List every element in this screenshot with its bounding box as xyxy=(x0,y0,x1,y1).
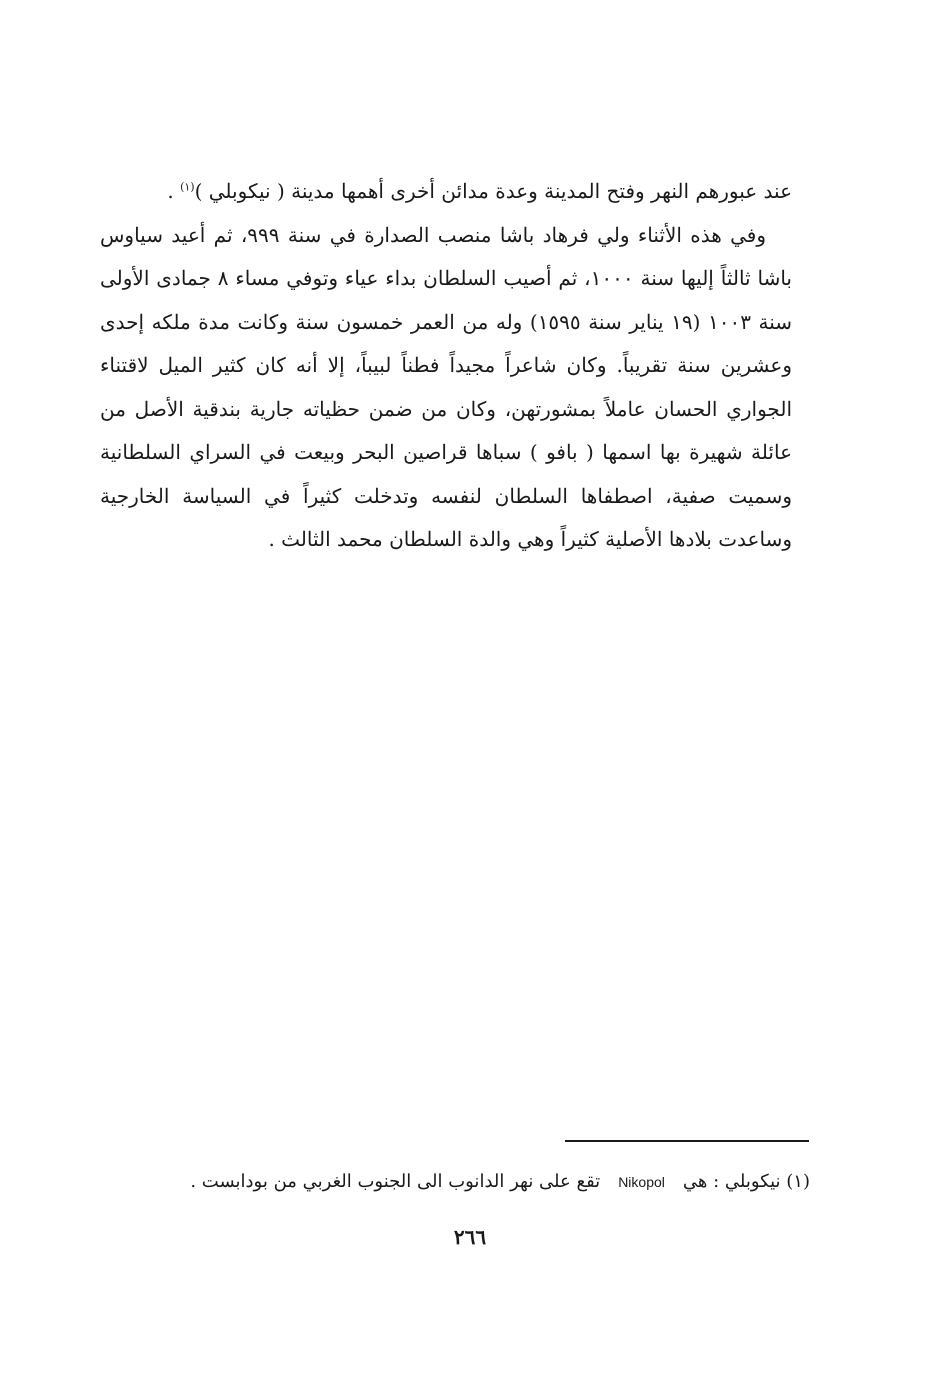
footnote xyxy=(140,1167,810,1197)
footnote-suffix: تقع على نهر الدانوب الى الجنوب الغربي من بودابست . xyxy=(190,1171,601,1192)
page-number: ٢٦٦ xyxy=(453,1225,487,1249)
paragraph-1-end: . xyxy=(167,179,181,203)
paragraph-2: وفي هذه الأثناء ولي فرهاد باشا منصب الصدارة في سنة ٩٩٩، ثم أعيد سياوس باشا ثالثاً إليها سنة ١٠٠٠، ثم أصيب السلطان بداء عياء وتوفي مساء ٨ جمادى الأولى سنة ١٠٠٣ (١٩ يناير سنة ١٥٩٥) وله من العمر خمسون سنة وكانت مدة ملكه إحدى وعشرين سنة تقريباً. وكان شاعراً مجيداً فطناً لبيباً، إلا أنه كان كثير الميل لاقتناء الجواري الحسان عاملاً بمشورتهن، وكان من ضمن حظياته جارية بندقية الأصل من عائلة شهيرة بها اسمها ( بافو ) سباها قراصين البحر وبيعت في السراي السلطانية وسميت صفية، اصطفاها السلطان لنفسه وتدخلت كثيراً في السياسة الخارجية وساعدت بلادها الأصلية كثيراً وهي والدة السلطان محمد الثالث . xyxy=(100,222,793,551)
footnote-prefix: (١) نيكوبلي : هي xyxy=(682,1171,810,1192)
body-text xyxy=(100,170,792,562)
footnote-divider xyxy=(565,1140,809,1142)
paragraph-1-text: عند عبورهم النهر وفتح المدينة وعدة مدائن أخرى أهمها مدينة ( نيكوبلي ) xyxy=(194,179,792,203)
footnote-latin-name: Nikopol xyxy=(618,1174,665,1190)
paragraph-1 xyxy=(100,170,792,214)
footnote-reference: (١) xyxy=(180,180,195,194)
